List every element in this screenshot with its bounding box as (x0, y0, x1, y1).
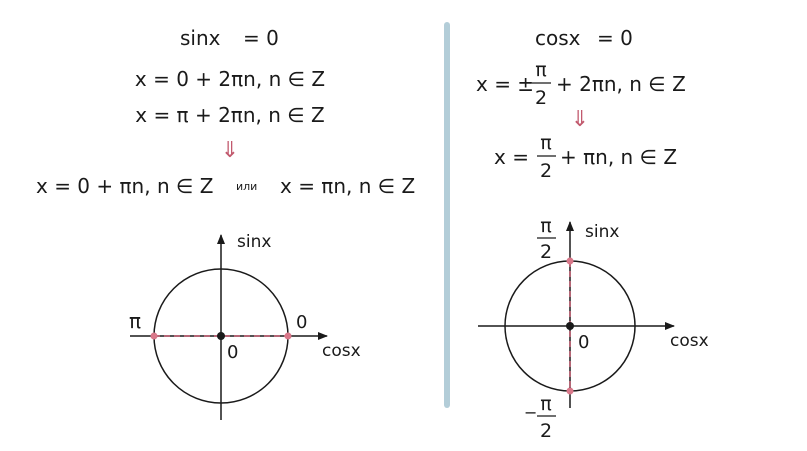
right-line1-frac-num: π (535, 59, 547, 81)
left-implies-arrow: ⇓ (220, 138, 240, 163)
left-heading-eq: = 0 (243, 26, 279, 50)
left-or-word: или (236, 180, 258, 193)
right-line1-frac-den: 2 (534, 87, 548, 109)
right-heading-eq: = 0 (597, 26, 633, 50)
left-origin-label: 0 (227, 342, 239, 363)
left-result-b: x = πn, n ∈ Z (280, 174, 416, 198)
right-implies-arrow: ⇓ (570, 107, 590, 132)
right-heading-func: cosx (535, 26, 581, 50)
right-line2-post: + πn, n ∈ Z (560, 145, 678, 169)
left-point-pi (151, 333, 158, 340)
right-axis-y-label: sinx (585, 222, 620, 242)
left-point-zero-label: 0 (296, 312, 308, 333)
right-origin-dot (566, 322, 574, 330)
left-solution-line-2: x = π + 2πn, n ∈ Z (135, 103, 325, 127)
right-line2-pre: x = (494, 145, 529, 169)
left-axis-x-label: cosx (322, 341, 361, 361)
left-point-pi-label: π (129, 309, 142, 333)
right-origin-label: 0 (578, 332, 590, 353)
right-line2-frac-den: 2 (539, 160, 553, 182)
right-line2-frac-num: π (540, 132, 552, 154)
left-origin-dot (217, 332, 225, 340)
left-axis-y-label: sinx (237, 232, 272, 252)
left-result-a: x = 0 + πn, n ∈ Z (36, 174, 214, 198)
left-column (36, 26, 415, 420)
right-bottom-frac-den: 2 (539, 420, 553, 442)
right-point-top (567, 258, 574, 265)
right-top-frac-den: 2 (539, 241, 553, 263)
right-axis-x-label: cosx (670, 331, 709, 351)
right-top-frac-num: π (540, 215, 552, 237)
right-bottom-frac-num: π (540, 393, 552, 415)
left-unit-circle (129, 232, 361, 420)
right-line1-pre: x = ± (476, 72, 535, 96)
left-point-zero (285, 333, 292, 340)
right-line1-post: + 2πn, n ∈ Z (556, 72, 686, 96)
left-heading-func: sinx (180, 26, 221, 50)
right-unit-circle (478, 215, 709, 442)
right-column (476, 26, 709, 442)
right-bottom-sign: − (524, 403, 538, 422)
right-point-bottom (567, 388, 574, 395)
left-solution-line-1: x = 0 + 2πn, n ∈ Z (134, 67, 326, 91)
